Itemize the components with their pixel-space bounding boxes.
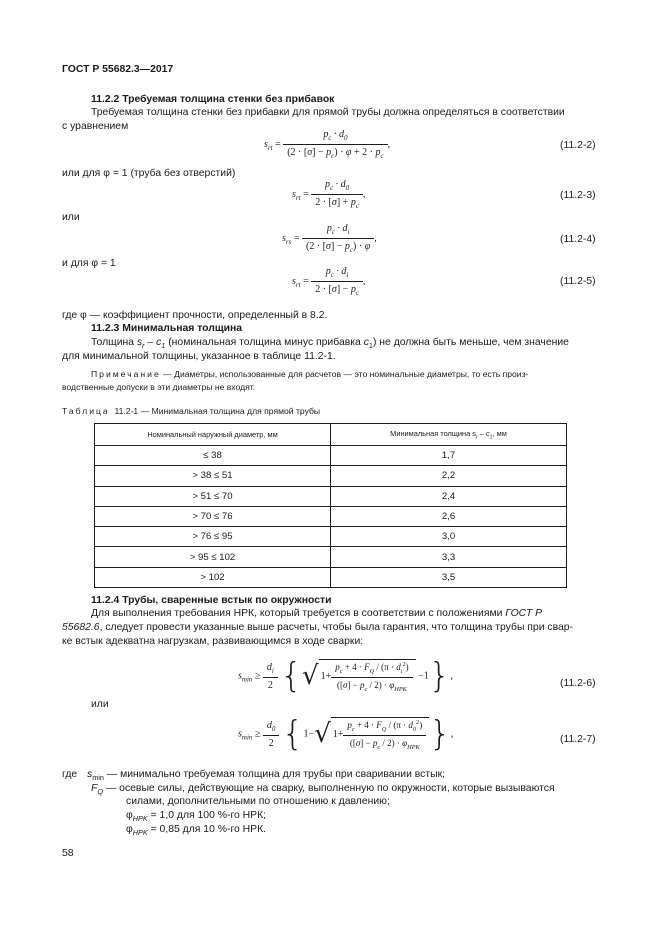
equation-11-2-7: $s_{min}$ ≥ $\frac{d_0}{2}$ {1−√ 1+ $\frac{p_c + 4 \cdot F_Q / (\pi \cdot d_0^2)}{([\sigma] - p_c / 2) \cdot \varphi_{HPK}}$ }, [238, 714, 454, 754]
cell-diameter: > 102 [95, 567, 331, 587]
definition-smin: $s_{min}$ — минимально требуемая толщина для трубы при сваривании встык; [87, 769, 446, 783]
cell-thickness: 3,3 [331, 547, 567, 567]
paragraph-line: Толщина $s_r - c_1$ (номинальная толщина минус прибавка $c_1$) не должна быть меньше, чем значение [91, 337, 569, 351]
paragraph-line: Для выполнения требования НРК, который требуется в соответствии с положениями ГОСТ Р [91, 608, 543, 619]
equation-number: (11.2-3) [560, 190, 596, 201]
equation-11-2-5: $s_{rt}$ = $\frac{p_c \cdot d_i}{2 \cdot [\sigma] - p_c}$ , [292, 266, 366, 297]
definition-fq: $F_Q$ — осевые силы, действующие на сварку, выполненную по окружности, которые вызываются [91, 783, 555, 797]
equation-number: (11.2-5) [560, 276, 596, 287]
cell-diameter: > 70 ≤ 76 [95, 506, 331, 526]
table-row [95, 547, 567, 567]
definition-phi-100: $\varphi_{HPK} = 1,0$ для 100 %-го НРК; [126, 810, 267, 824]
equation-number: (11.2-2) [560, 140, 596, 151]
cell-diameter: > 76 ≤ 95 [95, 527, 331, 547]
where-label: где [62, 769, 78, 780]
paragraph-line: и для φ = 1 [62, 258, 116, 269]
table-row [95, 446, 567, 466]
cell-thickness: 2,6 [331, 506, 567, 526]
note-line: водственные допуски в эти диаметры не входят. [62, 382, 256, 392]
page-number: 58 [62, 848, 74, 859]
cell-diameter: ≤ 38 [95, 446, 331, 466]
equation-11-2-4: $s_{rs}$ = $\frac{p_c \cdot d_i}{(2 \cdot [\sigma] - p_c) \cdot \varphi}$ , [282, 223, 377, 254]
paragraph-line: 55682.6, следует провести указанные выше расчеты, чтобы была гарантия, что толщина трубы при свар- [62, 622, 574, 633]
definition-phi-10: $\varphi_{HPK} = 0,85$ для 10 %-го НРК. [126, 824, 267, 838]
cell-thickness: 3,5 [331, 567, 567, 587]
cell-diameter: > 38 ≤ 51 [95, 466, 331, 486]
cell-thickness: 3,0 [331, 527, 567, 547]
section-heading-11-2-2: 11.2.2 Требуемая толщина стенки без прибавок [91, 94, 335, 105]
paragraph-line: или [91, 699, 109, 710]
table-row [95, 506, 567, 526]
paragraph-line: ке встык адекватна нагрузкам, развивающимся в ходе сварки: [62, 636, 364, 647]
equation-number: (11.2-6) [560, 678, 596, 689]
table-header-thickness: Минимальная толщина $s_r - c_1$, мм [331, 424, 567, 446]
cell-thickness: 2,4 [331, 486, 567, 506]
paragraph-line: или для φ = 1 (труба без отверстий) [62, 168, 236, 179]
equation-11-2-6: $s_{min}$ ≥ $\frac{d_i}{2}$ {√ 1+ $\frac{p_c + 4 \cdot F_Q / (\pi \cdot d_i^2)}{([\sigma] - p_c / 2) \cdot \varphi_{HPK}}$ −1}, [238, 656, 453, 696]
table-row [95, 527, 567, 547]
document-header: ГОСТ Р 55682.3—2017 [62, 64, 174, 75]
cell-diameter: > 95 ≤ 102 [95, 547, 331, 567]
paragraph-line: или [62, 212, 80, 223]
equation-11-2-3: $s_{rt}$ = $\frac{p_c \cdot d_0}{2 \cdot [\sigma] + p_c}$ , [292, 179, 366, 210]
table-row [95, 486, 567, 506]
section-heading-11-2-4: 11.2.4 Трубы, сваренные встык по окружности [91, 595, 332, 606]
cell-thickness: 2,2 [331, 466, 567, 486]
equation-11-2-2: $s_{rt}$ = $\frac{p_c \cdot d_0}{(2 \cdot [\sigma] - p_c) \cdot \varphi + 2 \cdot p_c}$ , [264, 129, 391, 160]
section-heading-11-2-3: 11.2.3 Минимальная толщина [91, 323, 243, 334]
table-row [95, 567, 567, 587]
equation-number: (11.2-7) [560, 734, 596, 745]
table-header-diameter: Номинальный наружный диаметр, мм [95, 424, 331, 446]
min-thickness-table [94, 423, 567, 588]
table-row [95, 466, 567, 486]
cell-thickness: 1,7 [331, 446, 567, 466]
paragraph-line: где φ — коэффициент прочности, определенный в 8.2. [62, 310, 328, 321]
definition-fq-cont: силами, дополнительными по отношению к давлению; [126, 796, 390, 807]
paragraph-line: Требуемая толщина стенки без прибавки для прямой трубы должна определяться в соответствии [91, 107, 565, 118]
note: Примечание — Диаметры, использованные для расчетов — это номинальные диаметры, то есть произ- [91, 369, 529, 379]
equation-number: (11.2-4) [560, 234, 596, 245]
table-caption: Таблица 11.2-1 — Минимальная толщина для прямой трубы [62, 406, 321, 416]
paragraph-line: для минимальной толщины, указанное в таблице 11.2-1. [62, 351, 336, 362]
cell-diameter: > 51 ≤ 70 [95, 486, 331, 506]
paragraph-line: с уравнением [62, 121, 129, 132]
